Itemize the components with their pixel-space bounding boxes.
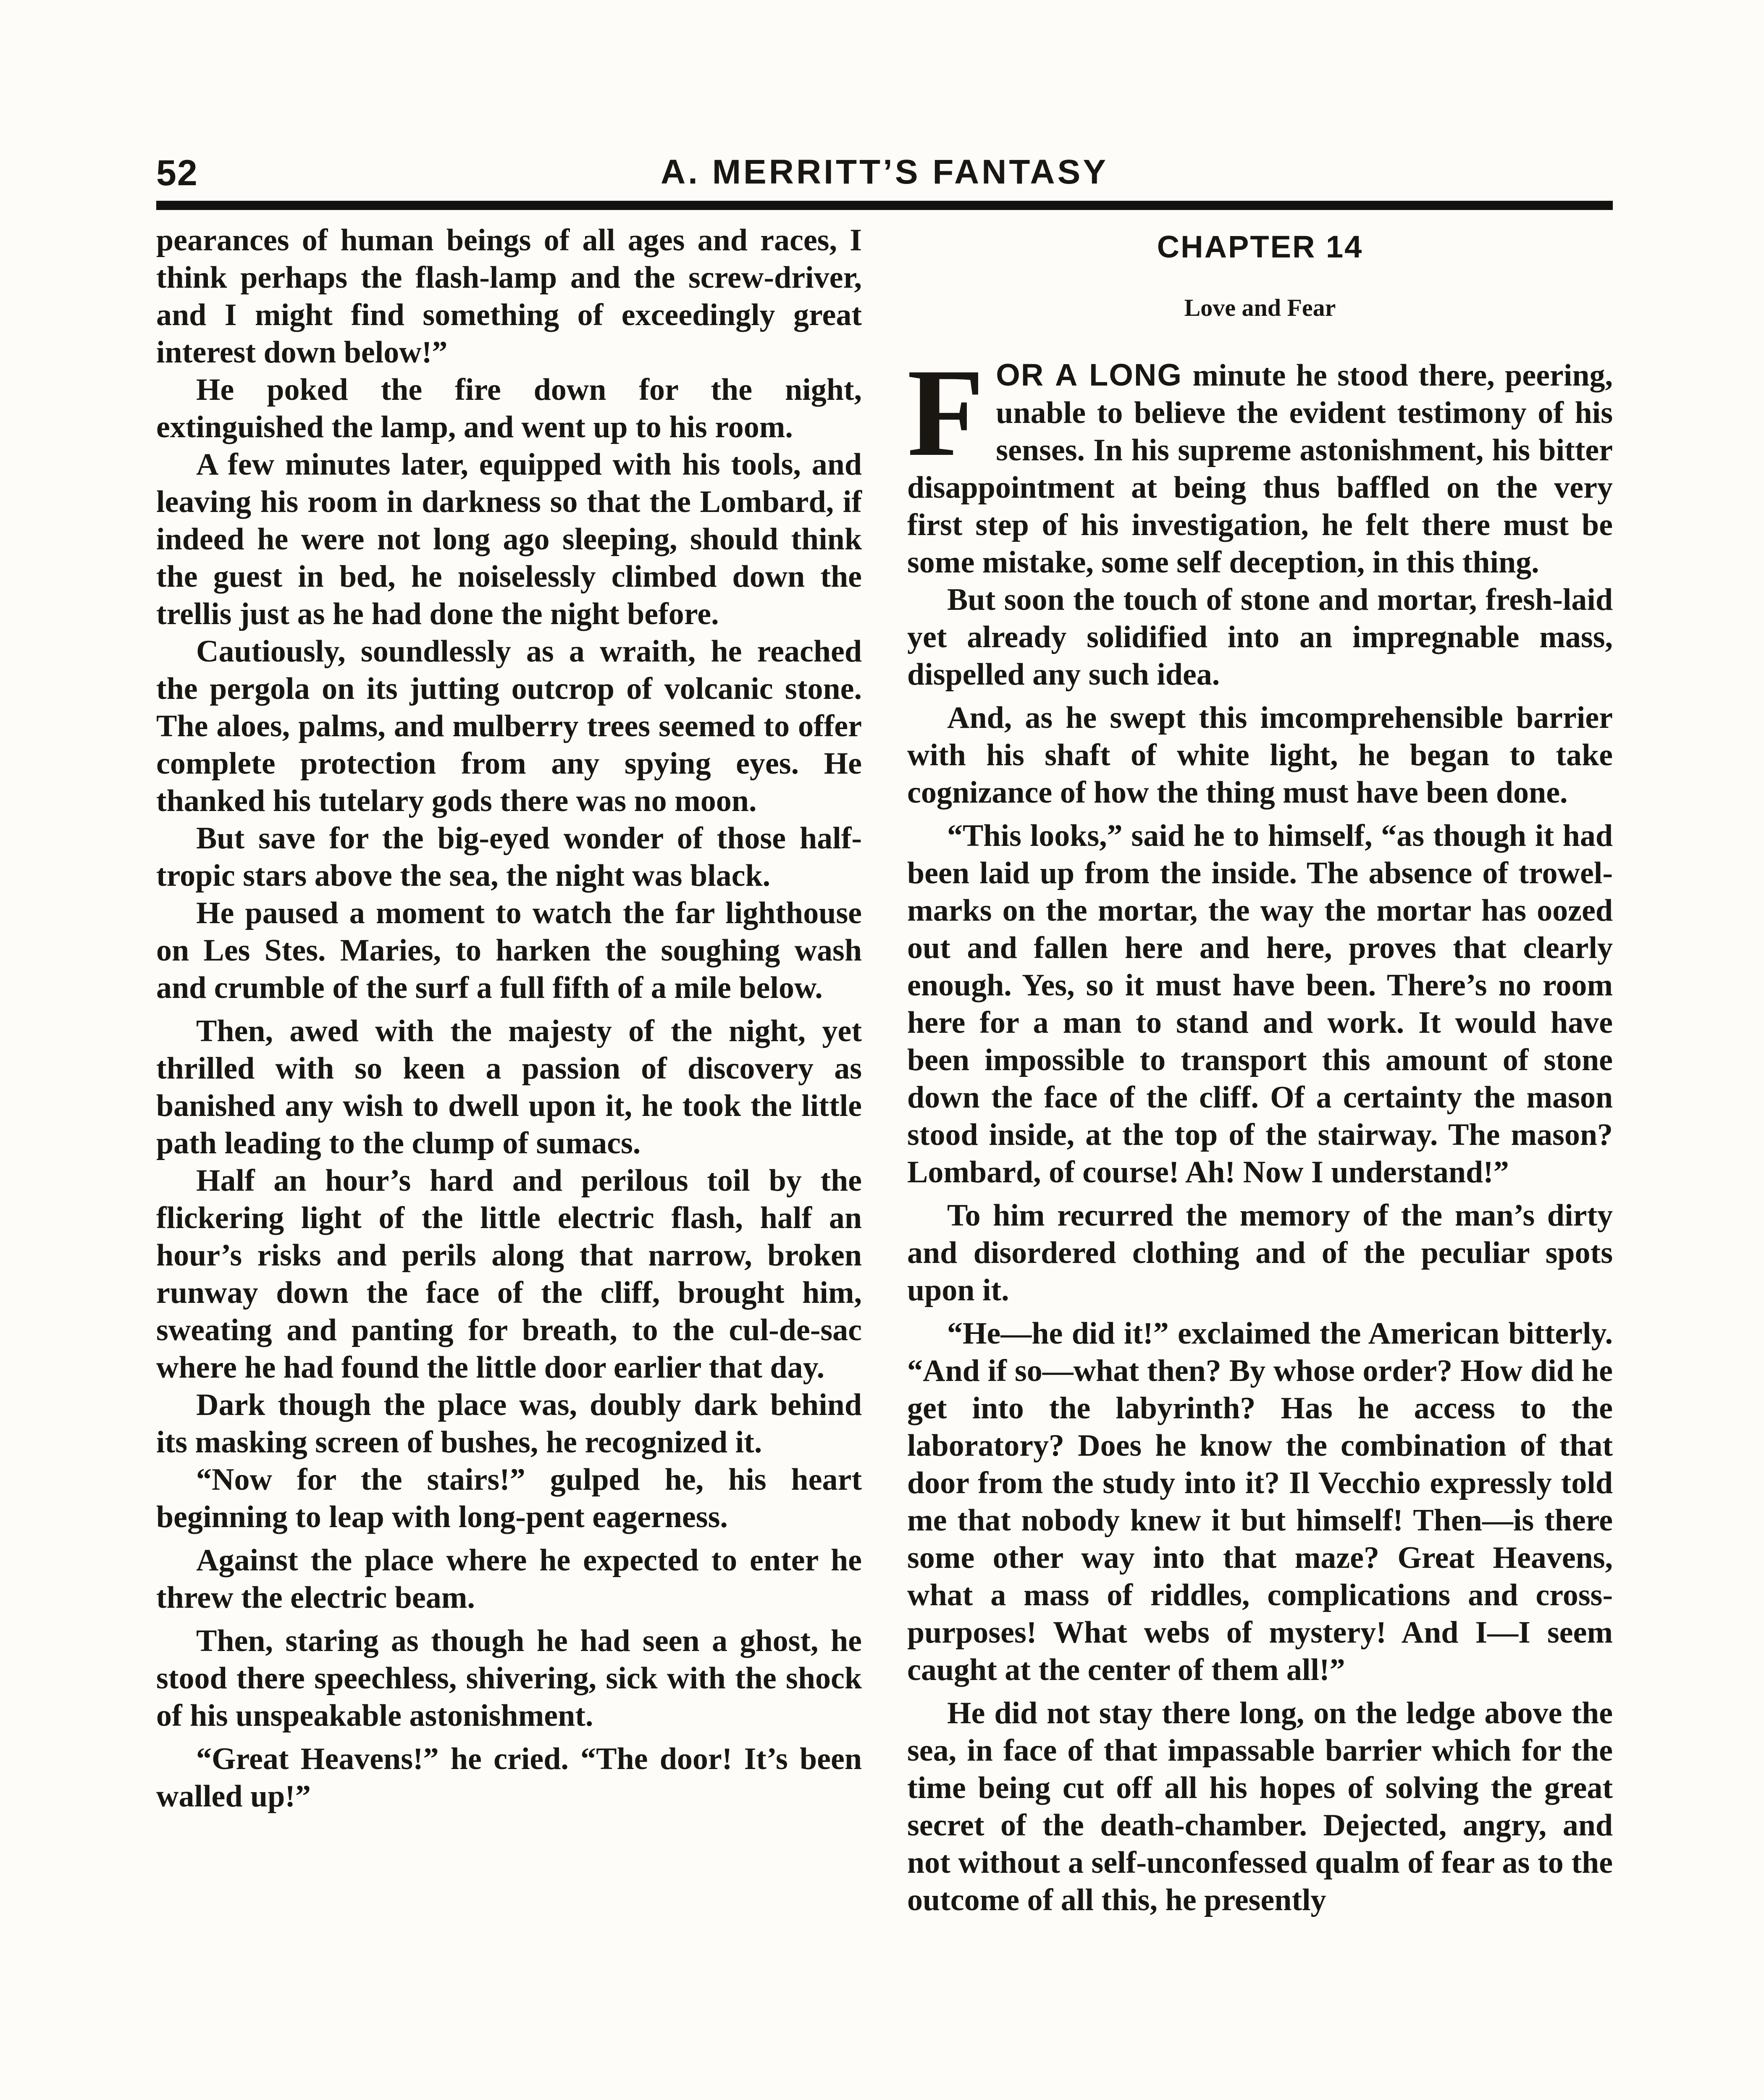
paragraph: “Now for the stairs!” gulped he, his heart beginning to leap with long-pent eagerness. [156, 1462, 862, 1534]
paragraph: “He—he did it!” exclaimed the American bitterly. “And if so—what then? By whose order? How did he get into the labyrinth? Has he access to the laboratory? Does he know the combination of that door from the study into it? Il Vecchio expressly told me that nobody knew it but himself! Then—is there some other way into that maze? Great Heavens, what a mass of riddles, complications and cross-purposes! What webs of mystery! And I—I seem caught at the center of them all!” [907, 1316, 1613, 1687]
right-column [907, 222, 1613, 1919]
paragraph: pearances of human beings of all ages and races, I think perhaps the flash-lamp and the screw-driver, and I might find something of exceedingly great interest down below!” [156, 223, 862, 370]
paragraph: And, as he swept this imcomprehensible barrier with his shaft of white light, he began to take cognizance of how the thing must have been done. [907, 701, 1613, 810]
paragraph: Then, awed with the majesty of the night, yet thrilled with so keen a passion of discovery as banished any wish to dwell upon it, he took the little path leading to the clump of sumacs. [156, 1014, 862, 1160]
opening-paragraph [907, 343, 1613, 581]
paragraph: But save for the big-eyed wonder of those half-tropic stars above the sea, the night was black. [156, 821, 862, 893]
chapter-subtitle: Love and Fear [1184, 294, 1336, 321]
paragraph: Half an hour’s hard and perilous toil by the flickering light of the little electric flash, half an hour’s risks and perils along that narrow, broken runway down the face of the cliff, brought him, sweating and panting for breath, to the cul-de-sac where he had found the little door earlier that day. [156, 1163, 862, 1385]
opening-paragraph-text: minute he stood there, peering, unable to believe the evident testimony of his senses. In his supreme astonishment, his bitter disappointment at being thus baffled on the very first step of his investigation, he felt there must be some mistake, some self deception, in this thing. [907, 358, 1613, 580]
paragraph: To him recurred the memory of the man’s dirty and disordered clothing and of the peculiar spots upon it. [907, 1198, 1613, 1307]
paragraph: “This looks,” said he to himself, “as though it had been laid up from the inside. The absence of trowel-marks on the mortar, the way the mortar has oozed out and fallen here and here, proves that clearly enough. Yes, so it must have been. There’s no room here for a man to stand and work. It would have been impossible to transport this amount of stone down the face of the cliff. Of a certainty the mason stood inside, at the top of the stairway. The mason? Lombard, of course! Ah! Now I understand!” [907, 819, 1613, 1189]
lead-caps: OR A LONG [996, 357, 1182, 392]
page-header [156, 149, 1613, 204]
paragraph: Against the place where he expected to enter he threw the electric beam. [156, 1543, 862, 1615]
running-title: A. MERRITT’S FANTASY [660, 153, 1109, 191]
paragraph: “Great Heavens!” he cried. “The door! It’s been walled up!” [156, 1742, 862, 1814]
left-column [156, 222, 862, 1815]
page-number: 52 [156, 153, 198, 193]
paragraph: He poked the fire down for the night, extinguished the lamp, and went up to his room. [156, 373, 862, 444]
paragraph: He did not stay there long, on the ledge above the sea, in face of that impassable barrier which for the time being cut off all his hopes of solving the great secret of the death-chamber. Dejected, angry, and not without a self-unconfessed qualm of fear as to the outcome of all this, he presently [907, 1696, 1613, 1917]
paragraph: Cautiously, soundlessly as a wraith, he reached the pergola on its jutting outcrop of volcanic stone. The aloes, palms, and mulberry trees seemed to offer complete protection from any spying eyes. He thanked his tutelary gods there was no moon. [156, 634, 862, 818]
paragraph: A few minutes later, equipped with his tools, and leaving his room in darkness so that the Lombard, if indeed he were not long ago sleeping, should think the guest in bed, he noiselessly climbed down the trellis just as he had done the night before. [156, 447, 862, 631]
chapter-title: CHAPTER 14 [1157, 229, 1363, 264]
paragraph: Dark though the place was, doubly dark behind its masking screen of bushes, he recognized it. [156, 1388, 862, 1460]
drop-cap: F [907, 343, 984, 482]
paragraph: Then, staring as though he had seen a ghost, he stood there speechless, shivering, sick with the shock of his unspeakable astonishment. [156, 1624, 862, 1733]
header-rule [156, 201, 1613, 210]
paragraph: But soon the touch of stone and mortar, fresh-laid yet already solidified into an impregnable mass, dispelled any such idea. [907, 583, 1613, 692]
paragraph: He paused a moment to watch the far lighthouse on Les Stes. Maries, to harken the soughing wash and crumble of the surf a full fifth of a mile below. [156, 896, 862, 1005]
